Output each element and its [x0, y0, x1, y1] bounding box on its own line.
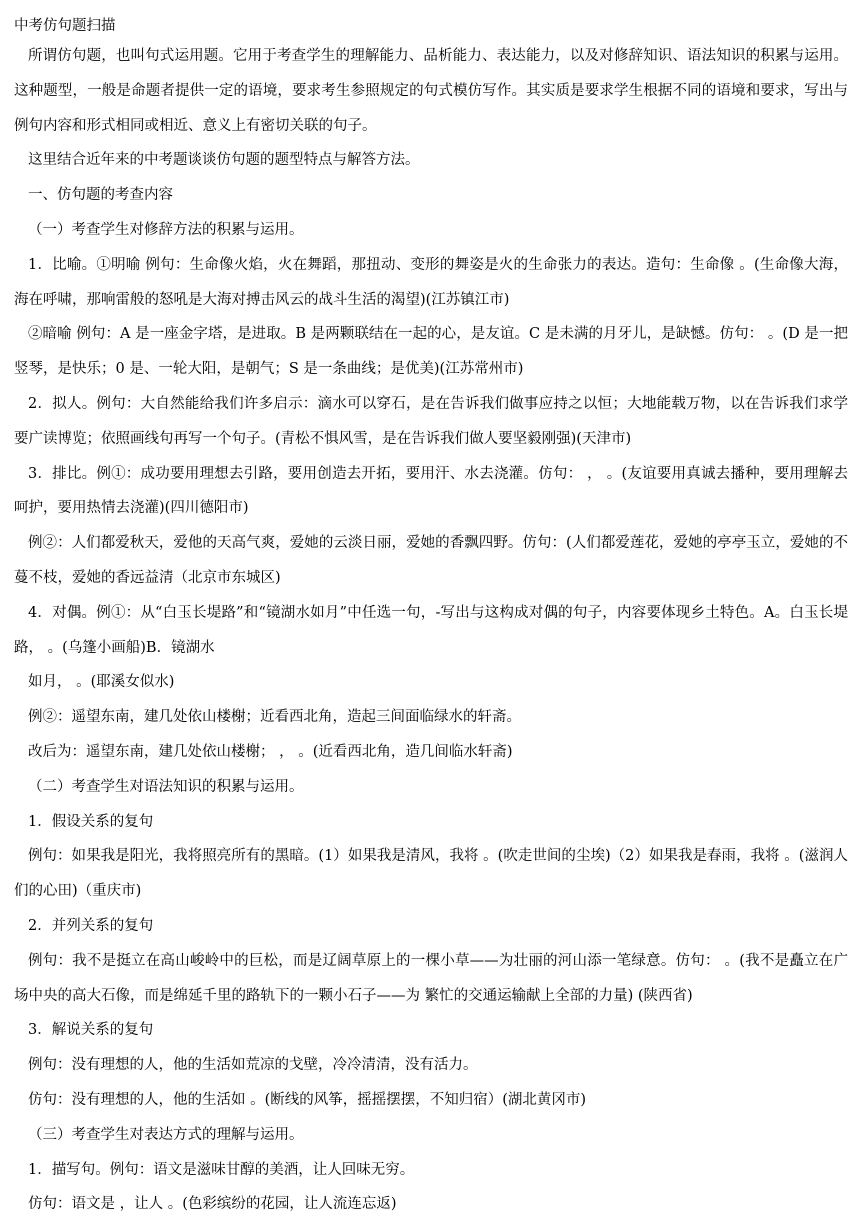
subsection-heading: （一）考查学生对修辞方法的积累与运用。 — [28, 221, 304, 238]
paragraph: 例句：没有理想的人，他的生活如荒凉的戈壁，冷冷清清，没有活力。 — [28, 1057, 478, 1074]
paragraph: 4．对偶。例①：从“白玉长堤路”和“镜湖水如月”中任选一句，-写出与这构成对偶的句子，内容要体现乡土特色。A。白玉长堤路， 。(乌篷小画船)B．镜湖水 — [14, 604, 848, 656]
paragraph: 仿句：语文是 ，让人 。(色彩缤纷的花园，让人流连忘返) — [28, 1196, 397, 1213]
paragraph: 例②：遥望东南，建几处依山楼榭；近看西北角，造起三间面临绿水的轩斋。 — [28, 709, 521, 726]
paragraph: 仿句：没有理想的人，他的生活如 。(断线的风筝，摇摇摆摆，不知归宿）(湖北黄冈市) — [28, 1091, 587, 1108]
item-heading: 1．假设关系的复句 — [28, 813, 154, 830]
document-title: 中考仿句题扫描 — [14, 18, 116, 34]
document-body — [14, 39, 848, 1222]
subsection-heading: （三）考查学生对表达方式的理解与运用。 — [28, 1126, 304, 1143]
section-heading: 一、仿句题的考查内容 — [28, 187, 173, 204]
item-heading: 2．并列关系的复句 — [28, 917, 154, 934]
paragraph: 如月， 。(耶溪女似水) — [28, 674, 175, 691]
paragraph: 例句：我不是挺立在高山峻岭中的巨松，而是辽阔草原上的一棵小草——为壮丽的河山添一笔绿意。仿句： 。(我不是矗立在广场中央的高大石像，而是绵延千里的路轨下的一颗小石子——为 繁忙的交通运输献上全部的力量) (陕西省) — [14, 952, 848, 1004]
paragraph: 例句：如果我是阳光，我将照亮所有的黑暗。(1）如果我是清风，我将 。(吹走世间的尘埃)（2）如果我是春雨，我将 。(滋润人们的心田)（重庆市) — [14, 848, 848, 900]
item-heading: 3．解说关系的复句 — [28, 1022, 154, 1039]
paragraph: 改后为：遥望东南，建几处依山楼榭； ， 。(近看西北角，造几间临水轩斋) — [28, 743, 513, 760]
paragraph: 2．拟人。例句：大自然能给我们许多启示：滴水可以穿石，是在告诉我们做事应持之以恒；大地能载万物，以在告诉我们求学要广读博览；依照画线句再写一个句子。(青松不惧风雪，是在告诉我们做人要坚毅刚强)(天津市) — [14, 395, 848, 447]
paragraph: 例②：人们都爱秋天，爱他的天高气爽，爱她的云淡日丽，爱她的香飘四野。仿句：(人们都爱莲花，爱她的亭亭玉立，爱她的不蔓不枝，爱她的香远益清（北京市东城区) — [14, 535, 848, 586]
paragraph: ②暗喻 例句：A 是一座金字塔，是进取。B 是两颗联结在一起的心，是友谊。C 是未满的月牙儿，是缺憾。仿句： 。(D 是一把竖琴，是快乐；0 是、一轮大阳，是朝气；S 是一条曲线；是优美)(江苏常州市) — [14, 326, 848, 378]
paragraph: 1．描写句。例句：语文是滋味甘醇的美酒，让人回味无穷。 — [28, 1161, 415, 1178]
paragraph: 这里结合近年来的中考题谈谈仿句题的题型特点与解答方法。 — [28, 152, 420, 169]
paragraph: 3．排比。例①：成功要用理想去引路，要用创造去开拓，要用汗、水去浇灌。仿句： ， 。(友谊要用真诚去播种，要用理解去呵护，要用热情去浇灌)(四川德阳市) — [14, 465, 848, 517]
subsection-heading: （二）考查学生对语法知识的积累与运用。 — [28, 778, 304, 795]
paragraph: 1．比喻。①明喻 例句：生命像火焰，火在舞蹈，那扭动、变形的舞姿是火的生命张力的表达。造句：生命像 。(生命像大海，海在呼啸，那响雷般的怒吼是大海对搏击风云的战斗生活的渴望)(江苏镇江市) — [14, 256, 848, 308]
paragraph: 所谓仿句题，也叫句式运用题。它用于考查学生的理解能力、品析能力、表达能力，以及对修辞知识、语法知识的积累与运用。这种题型，一般是命题者提供一定的语境，要求考生参照规定的句式模仿写作。其实质是要求学生根据不同的语境和要求，写出与例句内容和形式相同或相近、意义上有密切关联的句子。 — [14, 48, 848, 134]
